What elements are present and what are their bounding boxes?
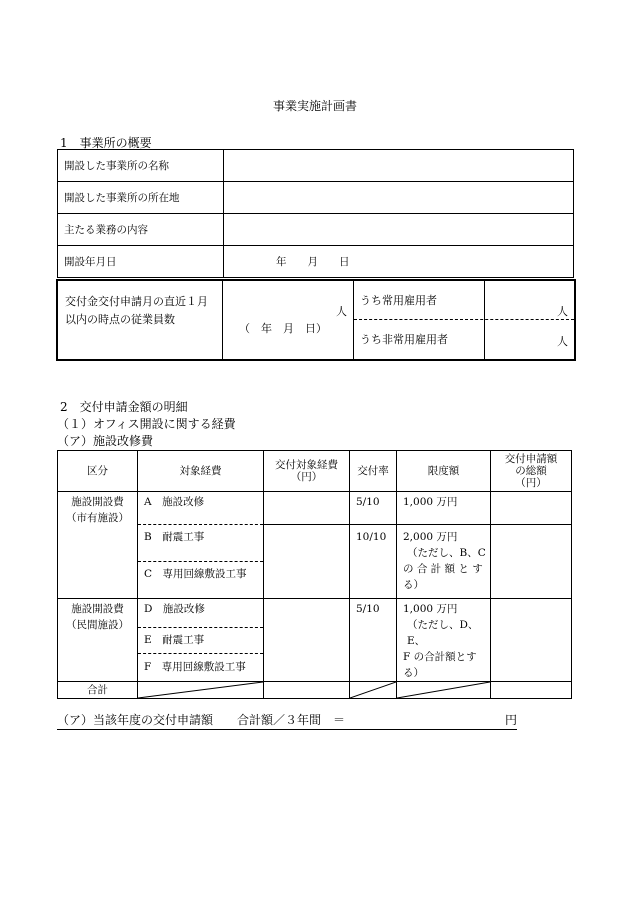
header-expense: 対象経費 <box>138 451 264 492</box>
table-header-row <box>58 451 572 492</box>
item-e: E 耐震工事 <box>138 627 264 654</box>
item-def-limit-line1: 1,000 万円 <box>403 603 458 615</box>
table-row <box>58 214 574 246</box>
section2-subheading1: （１）オフィス開設に関する経費 <box>57 417 236 431</box>
header-amount <box>264 451 350 492</box>
opening-date-label: 開設年月日 <box>58 246 224 278</box>
item-d: D 施設改修 <box>138 599 264 628</box>
header-total <box>491 451 572 492</box>
group2-category-line1: 施設開設費 <box>71 603 124 615</box>
dashed-divider <box>354 319 574 320</box>
table-row <box>58 182 574 214</box>
nonregular-employee-unit: 人 <box>557 335 568 348</box>
employee-count-value-cell <box>223 281 354 359</box>
table-row <box>58 599 572 628</box>
section2-heading: 2 交付申請金額の明細 <box>60 400 188 414</box>
item-a: A 施設改修 <box>138 492 264 525</box>
office-name-label: 開設した事業所の名称 <box>58 150 224 182</box>
employee-count-label-cell <box>58 281 223 359</box>
office-name-value <box>224 150 574 182</box>
section2-subheading2: （ア）施設改修費 <box>57 434 154 448</box>
header-limit: 限度額 <box>397 451 491 492</box>
group2-category <box>58 599 138 682</box>
header-rate: 交付率 <box>350 451 397 492</box>
item-c: C 専用回線敷設工事 <box>138 562 264 599</box>
table-row <box>58 150 574 182</box>
main-business-value <box>224 214 574 246</box>
header-amount-line1: 交付対象経費 <box>275 459 338 471</box>
item-bc-total <box>491 525 572 599</box>
item-a-rate: 5/10 <box>350 492 397 525</box>
item-b: B 耐震工事 <box>138 525 264 562</box>
annual-application-text: （ア）当該年度の交付申請額 合計額／３年間 ＝ <box>57 713 346 727</box>
item-a-total <box>491 492 572 525</box>
item-bc-limit-line1: 2,000 万円 <box>403 531 458 543</box>
group2-category-line2: （民間施設） <box>66 619 129 631</box>
total-rate-slashed <box>350 682 397 699</box>
diagonal-slash <box>138 682 263 698</box>
employee-type-label-cell <box>354 281 485 359</box>
header-category: 区分 <box>58 451 138 492</box>
facility-renovation-table <box>57 450 572 699</box>
main-business-label: 主たる業務の内容 <box>58 214 224 246</box>
document-title: 事業実施計画書 <box>272 99 357 113</box>
item-bc-limit <box>397 525 491 599</box>
regular-employee-unit: 人 <box>557 305 568 318</box>
item-bc-limit-line4: る） <box>403 579 424 591</box>
item-bc-limit-line3: の 合 計 額 と す <box>403 563 483 575</box>
diagonal-slash <box>397 682 490 698</box>
total-expense-slashed <box>138 682 264 699</box>
opening-date-value: 年 月 日 <box>224 246 574 278</box>
annual-application-line <box>57 711 517 730</box>
employee-count-date: （ 年 月 日） <box>239 322 327 335</box>
item-def-total <box>491 599 572 682</box>
item-a-amount <box>264 492 350 525</box>
total-amount <box>264 682 350 699</box>
group1-category-line1: 施設開設費 <box>71 496 124 508</box>
diagonal-slash <box>350 682 396 698</box>
employee-count-label-line2: 以内の時点の従業員数 <box>65 313 175 326</box>
item-def-limit-line4: る） <box>403 667 424 679</box>
total-label: 合計 <box>58 682 138 699</box>
total-limit-slashed <box>397 682 491 699</box>
item-def-limit <box>397 599 491 682</box>
item-bc-rate: 10/10 <box>350 525 397 599</box>
item-a-limit: 1,000 万円 <box>397 492 491 525</box>
total-row <box>58 682 572 699</box>
employee-count-label-line1: 交付金交付申請月の直近１月 <box>65 295 208 308</box>
item-bc-amount <box>264 525 350 599</box>
office-address-label: 開設した事業所の所在地 <box>58 182 224 214</box>
nonregular-employee-label: うち非常用雇用者 <box>360 333 448 346</box>
item-f: F 専用回線敷設工事 <box>138 654 264 682</box>
office-overview-table <box>57 149 574 278</box>
item-def-rate: 5/10 <box>350 599 397 682</box>
header-total-line3: （円） <box>515 477 547 489</box>
office-address-value <box>224 182 574 214</box>
header-amount-line2: （円） <box>290 471 323 483</box>
employee-count-unit: 人 <box>336 305 347 318</box>
item-def-amount <box>264 599 350 682</box>
group1-category <box>58 492 138 599</box>
item-def-limit-line3: F の合計額とす <box>403 651 477 663</box>
group1-category-line2: （市有施設） <box>66 512 129 524</box>
total-grand <box>491 682 572 699</box>
header-total-line1: 交付申請額 <box>504 453 558 465</box>
item-def-limit-line2: （ただし、D、E、 <box>407 619 479 647</box>
employee-count-box <box>56 279 576 361</box>
regular-employee-label: うち常用雇用者 <box>360 294 437 307</box>
section1-heading: 1 事業所の概要 <box>60 136 152 150</box>
annual-application-unit: 円 <box>504 713 517 727</box>
table-row <box>58 246 574 278</box>
header-total-line2: の総額 <box>515 465 547 477</box>
table-row <box>58 492 572 525</box>
item-bc-limit-line2: （ただし、B、C <box>407 547 486 559</box>
